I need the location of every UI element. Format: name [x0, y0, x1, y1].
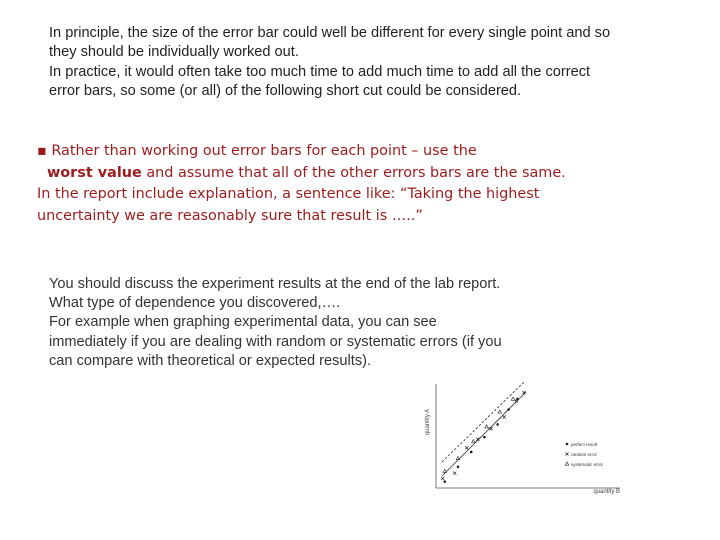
legend-random-label: random error	[571, 452, 598, 457]
intro-line-3: In practice, it would often take too much time to add much time to add all the correct	[49, 63, 591, 80]
shortcut-line-1	[37, 141, 637, 163]
legend-systematic-label: systematic error	[571, 462, 604, 467]
discussion-line-2: What type of dependence you discovered,….	[49, 295, 341, 312]
discussion-line-4: immediately if you are dealing with random or systematic errors (if you	[49, 333, 502, 350]
shortcut-line-2	[37, 163, 637, 185]
random-point	[453, 472, 456, 475]
shortcut-line-4: uncertainty we are reasonably sure that result is …..”	[37, 207, 423, 224]
shortcut-line-3: In the report include explanation, a sentence like: “Taking the highest	[37, 186, 540, 203]
perfect-point	[470, 451, 473, 454]
perfect-point	[444, 480, 447, 483]
perfect-fit-line	[442, 392, 526, 476]
discussion-line-3: For example when graphing experimental data, you can see	[49, 314, 437, 331]
worst-value-emphasis: worst value	[47, 164, 142, 181]
systematic-point	[485, 425, 489, 428]
bullet-icon: ▪	[37, 143, 47, 159]
random-point	[465, 446, 468, 449]
x-axis-label: quantity B	[593, 489, 620, 495]
shortcut-text-1: Rather than working out error bars for each point – use the	[51, 143, 477, 159]
intro-paragraph	[49, 24, 689, 102]
systematic-point	[456, 457, 460, 460]
discussion-line-5: can compare with theoretical or expected results).	[49, 352, 372, 369]
perfect-point	[496, 423, 499, 426]
error-types-figure	[420, 380, 630, 500]
legend-perfect-label: perfect result	[571, 442, 598, 447]
error-types-graph	[420, 380, 630, 500]
legend	[565, 442, 603, 467]
discussion-line-1: You should discuss the experiment results at the end of the lab report.	[49, 276, 501, 292]
random-point	[503, 415, 506, 418]
perfect-point	[457, 466, 460, 469]
shortcut-bullet	[37, 141, 637, 227]
y-axis-label: quantity A	[425, 408, 431, 436]
systematic-point	[511, 397, 515, 400]
systematic-point	[472, 440, 476, 443]
intro-line-1: In principle, the size of the error bar could well be different for every single point and so	[49, 25, 611, 41]
systematic-point	[443, 469, 447, 472]
perfect-point	[483, 436, 486, 439]
legend-cross-icon	[566, 453, 569, 456]
shortcut-text-2: and assume that all of the other errors bars are the same.	[141, 164, 566, 181]
legend-triangle-icon	[565, 462, 569, 465]
legend-dot-icon	[566, 443, 569, 446]
systematic-point	[498, 410, 502, 413]
intro-line-4: error bars, so some (or all) of the following short cut could be considered.	[49, 83, 522, 100]
discussion-paragraph	[49, 275, 569, 371]
perfect-point	[507, 408, 510, 411]
intro-line-2: they should be individually worked out.	[49, 44, 299, 61]
systematic-fit-line	[442, 382, 524, 462]
random-point	[441, 477, 444, 480]
